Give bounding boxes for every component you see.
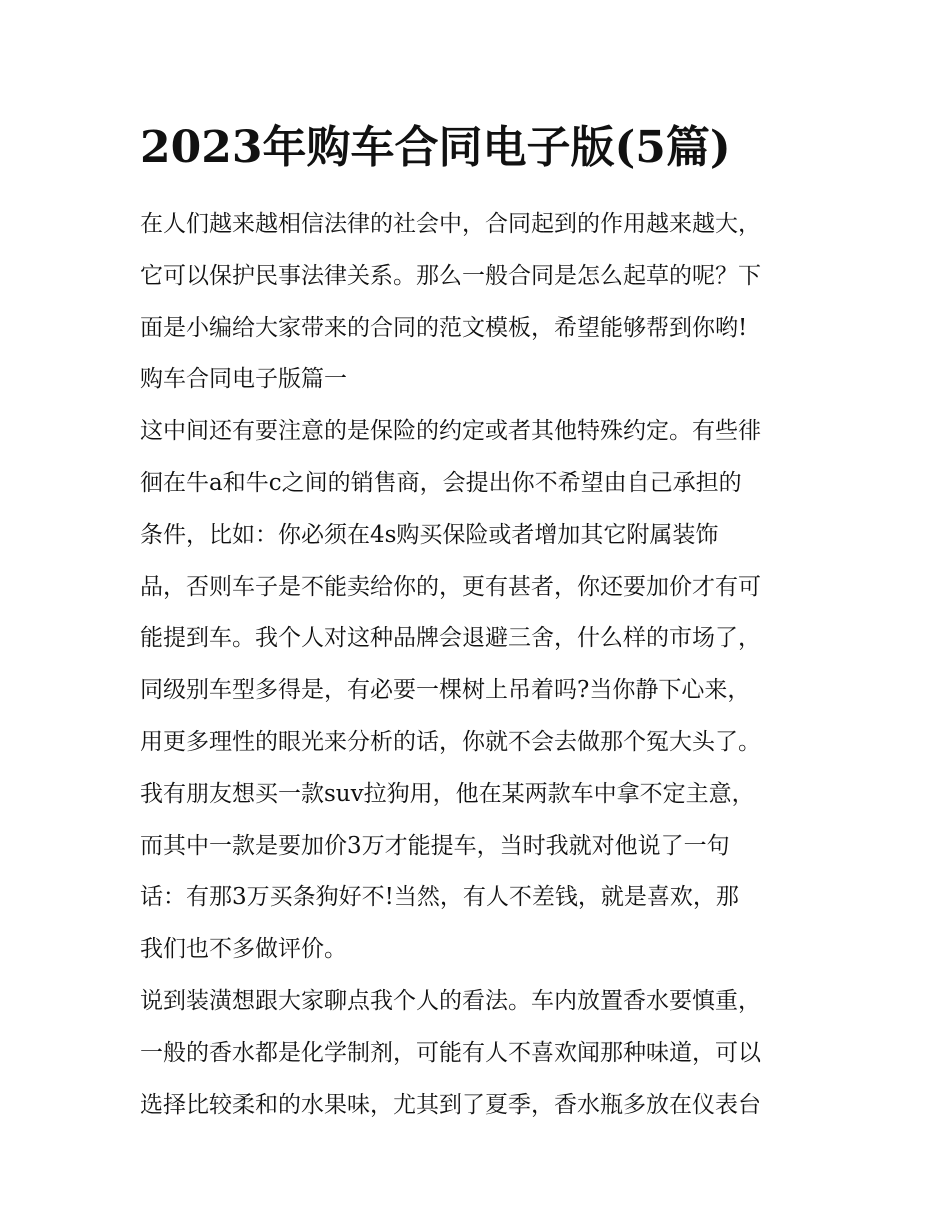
text-line: 一般的香水都是化学制剂，可能有人不喜欢闻那种味道，可以 [140, 1039, 761, 1066]
text-line: 它可以保护民事法律关系。那么一般合同是怎么起草的呢？下 [140, 262, 761, 289]
text-line: 我有朋友想买一款suv拉狗用，他在某两款车中拿不定主意， [140, 780, 755, 807]
text-line: 同级别车型多得是，有必要一棵树上吊着吗?当你静下心来， [140, 677, 751, 704]
text-line: 说到装潢想跟大家聊点我个人的看法。车内放置香水要慎重， [140, 987, 761, 1014]
document-body [140, 202, 830, 1134]
section-heading: 购车合同电子版篇一 [140, 366, 347, 393]
text-line: 话：有那3万买条狗好不!当然，有人不差钱，就是喜欢，那 [140, 884, 739, 911]
text-line: 徊在牛a和牛c之间的销售商，会提出你不希望由自己承担的 [140, 469, 742, 496]
text-line: 条件，比如：你必须在4s购买保险或者增加其它附属装饰 [140, 521, 719, 548]
text-line: 我们也不多做评价。 [140, 936, 347, 963]
text-line: 而其中一款是要加价3万才能提车，当时我就对他说了一句 [140, 832, 730, 859]
text-line: 品，否则车子是不能卖给你的，更有甚者，你还要加价才有可 [140, 573, 761, 600]
text-line: 这中间还有要注意的是保险的约定或者其他特殊约定。有些徘 [140, 418, 761, 445]
text-line: 选择比较柔和的水果味，尤其到了夏季，香水瓶多放在仪表台 [140, 1091, 761, 1118]
text-line: 面是小编给大家带来的合同的范文模板，希望能够帮到你哟! [140, 314, 748, 341]
document-title: 2023年购车合同电子版(5篇) [140, 122, 731, 173]
text-line: 用更多理性的眼光来分析的话，你就不会去做那个冤大头了。 [140, 728, 761, 755]
text-line: 在人们越来越相信法律的社会中，合同起到的作用越来越大， [140, 211, 761, 237]
text-line: 能提到车。我个人对这种品牌会退避三舍，什么样的市场了， [140, 625, 761, 652]
